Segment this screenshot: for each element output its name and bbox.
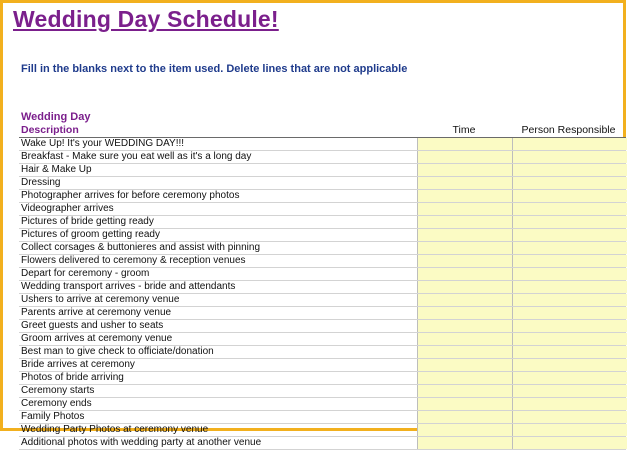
row-description: Ceremony starts [21, 385, 95, 396]
column-header-person: Person Responsible [521, 124, 616, 136]
row-description: Collect corsages & buttonieres and assist with pinning [21, 242, 261, 253]
time-input-cell[interactable] [417, 346, 512, 358]
table-row [19, 164, 626, 177]
table-row [19, 320, 626, 333]
row-description: Breakfast - Make sure you eat well as it's a long day [21, 151, 252, 162]
row-description: Wedding transport arrives - bride and attendants [21, 281, 236, 292]
table-row [19, 359, 626, 372]
time-input-cell[interactable] [417, 359, 512, 371]
table-row [19, 398, 626, 411]
person-input-cell[interactable] [512, 255, 627, 267]
row-description: Groom arrives at ceremony venue [21, 333, 173, 344]
row-description: Photographer arrives for before ceremony photos [21, 190, 240, 201]
row-description: Additional photos with wedding party at another venue [21, 437, 262, 448]
table-row [19, 255, 626, 268]
row-description: Videographer arrives [21, 203, 114, 214]
time-input-cell[interactable] [417, 437, 512, 449]
row-description: Pictures of groom getting ready [21, 229, 160, 240]
time-input-cell[interactable] [417, 203, 512, 215]
time-input-cell[interactable] [417, 372, 512, 384]
person-input-cell[interactable] [512, 411, 627, 423]
row-description: Pictures of bride getting ready [21, 216, 154, 227]
person-input-cell[interactable] [512, 424, 627, 436]
row-description: Depart for ceremony - groom [21, 268, 150, 279]
table-row [19, 203, 626, 216]
column-header-time: Time [452, 124, 476, 136]
table-row [19, 385, 626, 398]
table-row [19, 372, 626, 385]
person-input-cell[interactable] [512, 307, 627, 319]
time-input-cell[interactable] [417, 333, 512, 345]
time-input-cell[interactable] [417, 164, 512, 176]
person-input-cell[interactable] [512, 281, 627, 293]
time-input-cell[interactable] [417, 424, 512, 436]
page-title: Wedding Day Schedule! [13, 6, 279, 32]
row-description: Bride arrives at ceremony [21, 359, 135, 370]
person-input-cell[interactable] [512, 346, 627, 358]
table-row [19, 333, 626, 346]
time-input-cell[interactable] [417, 320, 512, 332]
instructions-text: Fill in the blanks next to the item used. Delete lines that are not applicable [21, 63, 408, 75]
table-row [19, 346, 626, 359]
table-row [19, 281, 626, 294]
time-input-cell[interactable] [417, 398, 512, 410]
time-input-cell[interactable] [417, 281, 512, 293]
row-description: Wake Up! It's your WEDDING DAY!!! [21, 138, 185, 149]
person-input-cell[interactable] [512, 216, 627, 228]
time-input-cell[interactable] [417, 216, 512, 228]
time-input-cell[interactable] [417, 268, 512, 280]
table-row [19, 190, 626, 203]
person-input-cell[interactable] [512, 229, 627, 241]
table-row [19, 307, 626, 320]
row-description: Hair & Make Up [21, 164, 92, 175]
person-input-cell[interactable] [512, 372, 627, 384]
table-row [19, 424, 626, 437]
person-input-cell[interactable] [512, 242, 627, 254]
row-description: Flowers delivered to ceremony & reception venues [21, 255, 246, 266]
table-row [19, 138, 626, 151]
table-header [19, 124, 626, 138]
time-input-cell[interactable] [417, 411, 512, 423]
person-input-cell[interactable] [512, 333, 627, 345]
time-input-cell[interactable] [417, 385, 512, 397]
person-input-cell[interactable] [512, 151, 627, 163]
person-input-cell[interactable] [512, 138, 627, 150]
table-row [19, 294, 626, 307]
table-row [19, 411, 626, 424]
person-input-cell[interactable] [512, 190, 627, 202]
row-description: Ceremony ends [21, 398, 92, 409]
row-description: Greet guests and usher to seats [21, 320, 164, 331]
column-header-description: Description [21, 124, 79, 136]
table-row [19, 242, 626, 255]
person-input-cell[interactable] [512, 320, 627, 332]
person-input-cell[interactable] [512, 294, 627, 306]
table-row [19, 268, 626, 281]
time-input-cell[interactable] [417, 151, 512, 163]
person-input-cell[interactable] [512, 203, 627, 215]
person-input-cell[interactable] [512, 268, 627, 280]
table-row [19, 177, 626, 190]
section-title: Wedding Day [21, 111, 91, 123]
time-input-cell[interactable] [417, 307, 512, 319]
time-input-cell[interactable] [417, 294, 512, 306]
time-input-cell[interactable] [417, 229, 512, 241]
row-description: Ushers to arrive at ceremony venue [21, 294, 180, 305]
table-row [19, 437, 626, 450]
time-input-cell[interactable] [417, 138, 512, 150]
table-row [19, 229, 626, 242]
row-description: Dressing [21, 177, 61, 188]
schedule-table [19, 138, 626, 450]
time-input-cell[interactable] [417, 177, 512, 189]
person-input-cell[interactable] [512, 359, 627, 371]
row-description: Photos of bride arriving [21, 372, 124, 383]
table-row [19, 151, 626, 164]
time-input-cell[interactable] [417, 242, 512, 254]
person-input-cell[interactable] [512, 385, 627, 397]
row-description: Wedding Party Photos at ceremony venue [21, 424, 209, 435]
time-input-cell[interactable] [417, 190, 512, 202]
table-row [19, 216, 626, 229]
person-input-cell[interactable] [512, 437, 627, 449]
person-input-cell[interactable] [512, 177, 627, 189]
row-description: Parents arrive at ceremony venue [21, 307, 172, 318]
row-description: Best man to give check to officiate/donation [21, 346, 214, 357]
person-input-cell[interactable] [512, 164, 627, 176]
row-description: Family Photos [21, 411, 85, 422]
person-input-cell[interactable] [512, 398, 627, 410]
time-input-cell[interactable] [417, 255, 512, 267]
